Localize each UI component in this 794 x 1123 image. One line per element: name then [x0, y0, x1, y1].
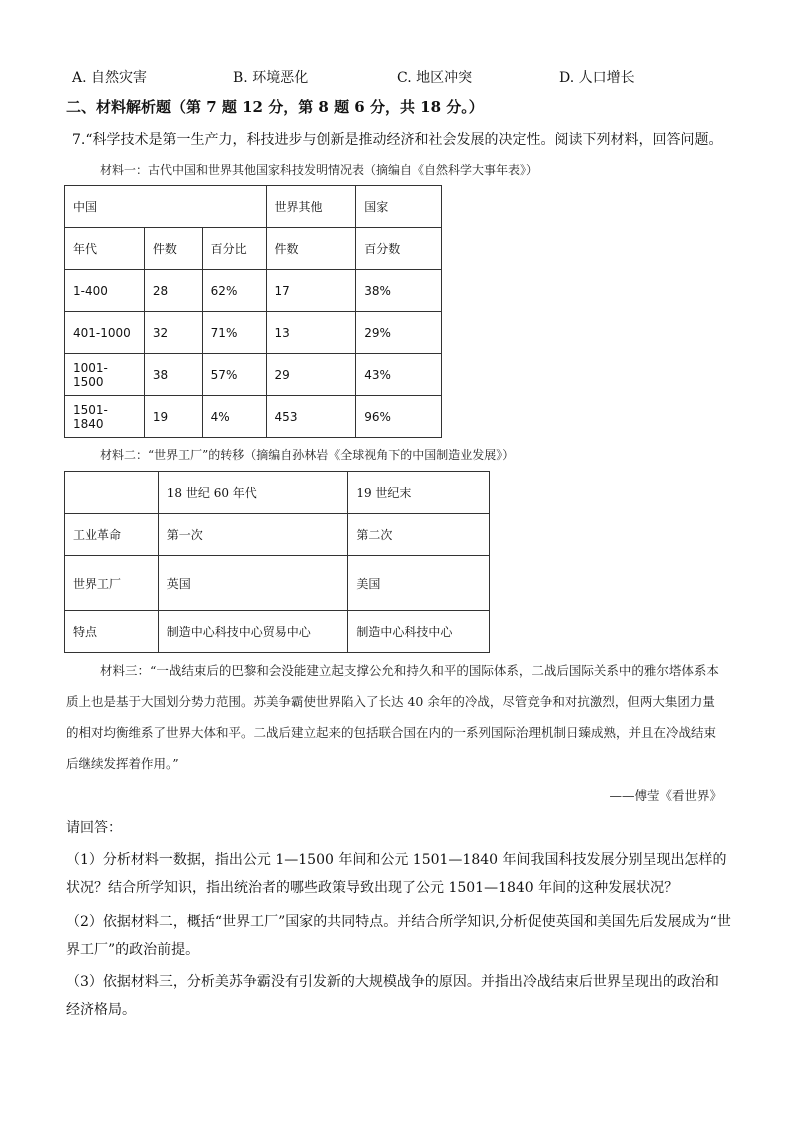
question-1: （1）分析材料一数据，指出公元 1—1500 年间和公元 1501—1840 年间我国科技发展分别呈现出怎样的状况？结合所学知识，指出统治者的哪些政策导致出现了公元 1501—1840 年间的这种发展状况？ [66, 852, 727, 896]
cell: 453 [266, 396, 356, 438]
cell: 96% [356, 396, 442, 438]
cell: 1501-1840 [65, 396, 145, 438]
cell: 19 [144, 396, 202, 438]
cell: 43% [356, 354, 442, 396]
question-3: （3）依据材料三，分析美苏争霸没有引发新的大规模战争的原因。并指出冷战结束后世界呈现出的政治和经济格局。 [66, 974, 719, 1018]
cell: 71% [202, 312, 266, 354]
subheader-percent: 百分比 [202, 228, 266, 270]
cell: 17 [266, 270, 356, 312]
material1-caption: 材料一：古代中国和世界其他国家科技发明情况表（摘编自《自然科学大事年表》） [100, 163, 539, 177]
cell: 4% [202, 396, 266, 438]
material3-source: ——傅莹《看世界》 [609, 788, 722, 803]
cell: 28 [144, 270, 202, 312]
cell: 62% [202, 270, 266, 312]
option-d: D. 人口增长 [559, 70, 635, 86]
table-row [65, 472, 490, 514]
questions-prompt: 请回答： [66, 820, 122, 836]
cell: 401-1000 [65, 312, 145, 354]
table-header-row [65, 186, 442, 228]
subheader-count: 件数 [144, 228, 202, 270]
table-subheader-row [65, 228, 442, 270]
table-row [65, 312, 442, 354]
option-b: B. 环境恶化 [233, 70, 309, 86]
cell: 38 [144, 354, 202, 396]
cell: 18 世纪 60 年代 [158, 472, 348, 514]
cell: 19 世纪末 [348, 472, 490, 514]
header-china: 中国 [65, 186, 267, 228]
subheader-percent-world: 百分数 [356, 228, 442, 270]
section-title: 二、材料解析题（第 7 题 12 分，第 8 题 6 分，共 18 分。） [66, 98, 484, 116]
cell: 英国 [158, 556, 348, 611]
material1-table [64, 185, 442, 438]
cell: 29 [266, 354, 356, 396]
cell: 38% [356, 270, 442, 312]
cell: 制造中心科技中心 [348, 611, 490, 653]
cell: 工业革命 [65, 514, 159, 556]
material2-caption: 材料二：“世界工厂”的转移（摘编自孙林岩《全球视角下的中国制造业发展》） [100, 448, 515, 462]
table-row [65, 270, 442, 312]
subheader-count-world: 件数 [266, 228, 356, 270]
cell: 13 [266, 312, 356, 354]
cell: 第一次 [158, 514, 348, 556]
table-row [65, 556, 490, 611]
option-c: C. 地区冲突 [397, 70, 473, 86]
cell: 第二次 [348, 514, 490, 556]
cell: 1001-1500 [65, 354, 145, 396]
cell [65, 472, 159, 514]
table-row [65, 396, 442, 438]
option-a: A. 自然灾害 [72, 70, 148, 86]
cell: 1-400 [65, 270, 145, 312]
cell: 特点 [65, 611, 159, 653]
cell: 29% [356, 312, 442, 354]
table-row [65, 611, 490, 653]
cell: 57% [202, 354, 266, 396]
table-row [65, 354, 442, 396]
header-country: 国家 [356, 186, 442, 228]
question-7-intro: 7.“科学技术是第一生产力，科技进步与创新是推动经济和社会发展的决定性。阅读下列材料，回答问题。 [72, 132, 723, 148]
question-2: （2）依据材料二，概括“世界工厂”国家的共同特点。并结合所学知识,分析促使英国和美国先后发展成为“世界工厂”的政治前提。 [66, 914, 731, 958]
cell: 美国 [348, 556, 490, 611]
cell: 世界工厂 [65, 556, 159, 611]
material2-table [64, 471, 490, 653]
cell: 32 [144, 312, 202, 354]
material3-text: 材料三：“一战结束后的巴黎和会没能建立起支撑公允和持久和平的国际体系，二战后国际关系中的雅尔塔体系本质上也是基于大国划分势力范围。苏美争霸使世界陷入了长达 40 余年的冷战，尽管竞争和对抗激烈，但两大集团力量的相对均衡维系了世界大体和平。二战后建立起来的包括联合国在内的一系列国际治理机制日臻成熟，并且在冷战结束后继续发挥着作用。” [66, 663, 719, 771]
subheader-era: 年代 [65, 228, 145, 270]
header-world-other: 世界其他 [266, 186, 356, 228]
cell: 制造中心科技中心贸易中心 [158, 611, 348, 653]
table-row [65, 514, 490, 556]
